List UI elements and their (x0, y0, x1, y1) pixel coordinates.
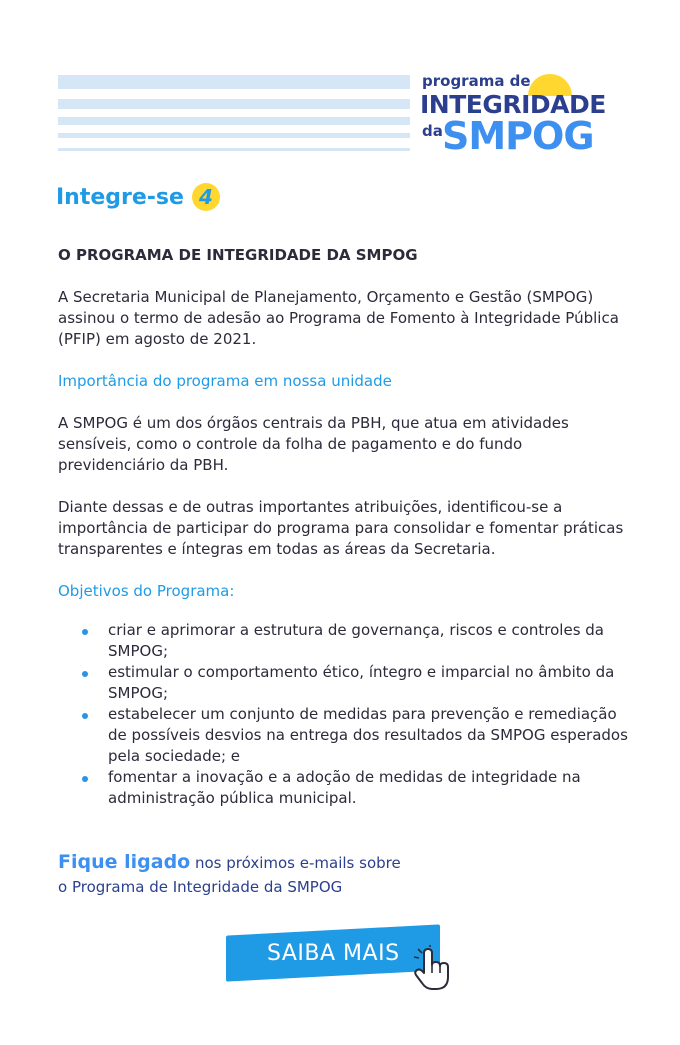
main-content (58, 245, 628, 809)
list-item: estabelecer um conjunto de medidas para prevenção e remediação de possíveis desvios na entrega dos resultados da SMPOG esperados pela sociedade; e (108, 705, 628, 765)
header-stripe (58, 75, 410, 89)
section-title-text: Integre-se (56, 184, 184, 210)
program-heading: O PROGRAMA DE INTEGRIDADE DA SMPOG (58, 246, 418, 264)
program-logo (420, 70, 630, 160)
logo-line3: SMPOG (442, 114, 594, 158)
logo-line1: programa de (422, 72, 531, 90)
importance-paragraph-1: A SMPOG é um dos órgãos centrais da PBH, que atua em atividades sensíveis, como o controle da folha de pagamento e do fundo previdenciário da PBH. (58, 414, 569, 474)
objectives-list (58, 620, 628, 809)
hand-pointer-icon[interactable] (410, 945, 454, 993)
objectives-heading: Objetivos do Programa: (58, 582, 235, 600)
list-item: estimular o comportamento ético, íntegro e imparcial no âmbito da SMPOG; (108, 662, 628, 704)
cta-label: SAIBA MAIS (266, 940, 400, 966)
header-stripes (58, 75, 410, 155)
logo-da: da (422, 122, 443, 140)
list-item: fomentar a inovação e a adoção de medidas de integridade na administração pública municipal. (108, 767, 628, 809)
saiba-mais-button[interactable] (226, 924, 440, 981)
header-stripe (58, 133, 410, 138)
number-badge-icon: 4 (192, 183, 220, 211)
footer-note (58, 850, 401, 899)
header-stripe (58, 117, 410, 125)
section-title (56, 183, 220, 211)
header-stripe (58, 148, 410, 151)
header-stripe (58, 99, 410, 109)
footer-strong: Fique ligado (58, 851, 191, 873)
footer-rest: nos próximos e-mails sobre (190, 854, 401, 872)
logo-line2: INTEGRIDADE (420, 90, 606, 119)
footer-line2: o Programa de Integridade da SMPOG (58, 878, 343, 896)
list-item: criar e aprimorar a estrutura de governança, riscos e controles da SMPOG; (108, 620, 628, 662)
importance-heading[interactable]: Importância do programa em nossa unidade (58, 372, 392, 390)
importance-paragraph-2: Diante dessas e de outras importantes atribuições, identificou-se a importância de participar do programa para consolidar e fomentar práticas transparentes e íntegras em todas as áreas da Secretaria. (58, 498, 624, 558)
intro-paragraph: A Secretaria Municipal de Planejamento, Orçamento e Gestão (SMPOG) assinou o termo de adesão ao Programa de Fomento à Integridade Pública (PFIP) em agosto de 2021. (58, 288, 619, 348)
